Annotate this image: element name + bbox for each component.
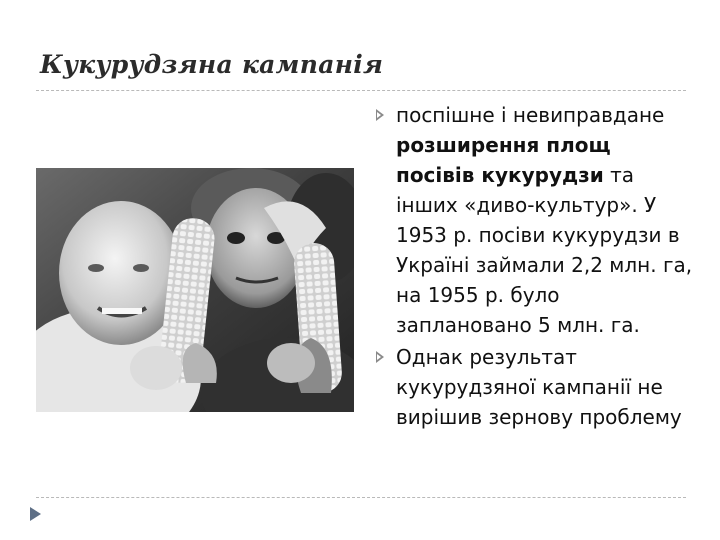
bullet-item bbox=[374, 100, 694, 340]
bullet-text-continued: та інших «диво-культур». У 1953 р. посіви кукурудзи в Україні займали 2,2 млн. га, на 1955 р. було заплановано 5 млн. га. bbox=[396, 163, 693, 337]
bullet-list bbox=[374, 100, 694, 434]
footer-divider bbox=[36, 497, 686, 498]
photo-illustration bbox=[36, 168, 354, 412]
bullet-bold-text: розширення площ посівів кукурудзи bbox=[396, 133, 611, 187]
slide-title: Кукурудзяна кампанія bbox=[40, 50, 384, 79]
bullet-marker-icon bbox=[376, 109, 384, 121]
bullet-text: поспішне і невиправдане bbox=[396, 103, 665, 127]
title-divider bbox=[36, 90, 686, 91]
archival-photo bbox=[36, 168, 354, 412]
next-slide-arrow-icon[interactable] bbox=[30, 507, 41, 521]
bullet-item bbox=[374, 342, 694, 432]
bullet-marker-icon bbox=[376, 351, 384, 363]
bullet-text: Однак результат кукурудзяної кампанії не вирішив зернову проблему bbox=[396, 345, 682, 429]
